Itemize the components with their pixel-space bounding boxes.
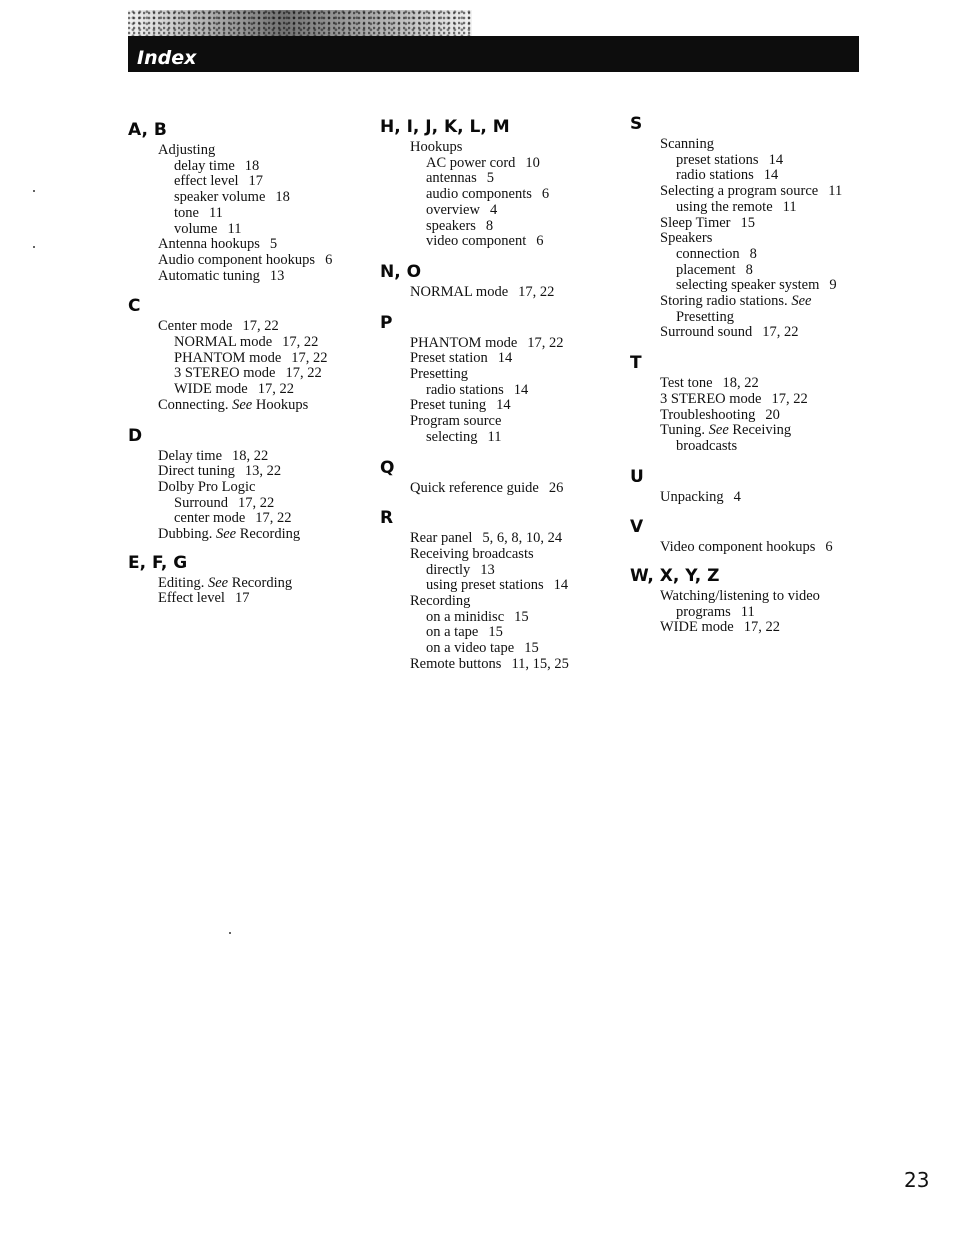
- index-entry: [380, 140, 620, 156]
- entry-term: radio stations: [426, 381, 504, 398]
- entry-term: speaker volume: [174, 189, 266, 206]
- page-reference: 11: [227, 220, 242, 237]
- index-subentry: [380, 563, 620, 579]
- entry-term: Scanning: [660, 136, 714, 152]
- entry-term: Recording: [410, 593, 471, 610]
- entry-term: Watching/listening to video: [660, 588, 820, 605]
- page-reference: 9: [829, 277, 837, 294]
- index-subentry: [380, 625, 620, 641]
- index-subentry: [128, 382, 368, 398]
- page-reference: 17, 22: [285, 365, 322, 382]
- page-reference: 11: [487, 428, 502, 445]
- index-subentry: [128, 206, 368, 222]
- section-heading: S: [630, 114, 643, 134]
- page-reference: 6: [541, 186, 550, 203]
- page-reference: 17, 22: [242, 318, 279, 335]
- entry-term: connection: [676, 245, 740, 262]
- entry-term: Delay time: [158, 447, 223, 464]
- page-reference: 4: [489, 201, 498, 218]
- section-heading: T: [630, 353, 642, 374]
- index-subentry: [630, 263, 870, 279]
- page-reference: 17, 22: [255, 510, 292, 527]
- index-entry: [128, 576, 368, 592]
- entry-term: Presetting: [410, 366, 468, 383]
- entry-term: Troubleshooting: [660, 406, 756, 423]
- entry-term: selecting: [426, 428, 478, 445]
- index-entry: [630, 540, 870, 556]
- page-reference: 17, 22: [291, 349, 328, 366]
- page-reference: 17, 22: [518, 283, 555, 300]
- page-reference: 17, 22: [743, 619, 780, 636]
- entry-term: Audio component hookups: [158, 251, 316, 268]
- page-reference: 14: [496, 397, 511, 414]
- index-entry: [630, 294, 870, 310]
- index-entry: [630, 620, 870, 636]
- index-subentry: [380, 430, 620, 446]
- index-subentry: [630, 310, 870, 326]
- entry-term: Rear panel: [410, 530, 473, 547]
- index-entry: [380, 657, 620, 673]
- entry-term: programs: [676, 603, 731, 620]
- entry-term: Selecting a program source: [660, 183, 819, 200]
- entry-term: Automatic tuning: [158, 267, 260, 284]
- index-entry: [630, 589, 870, 605]
- page-reference: 5, 6, 8, 10, 24: [482, 530, 563, 547]
- index-subentry: [630, 605, 870, 621]
- index-subentry: [128, 159, 368, 175]
- index-entry: [128, 237, 368, 253]
- index-subentry: [128, 222, 368, 238]
- entry-term: WIDE mode: [660, 619, 734, 636]
- index-entry: [630, 392, 870, 408]
- index-entry: [128, 527, 368, 543]
- index-subentry: [128, 351, 368, 367]
- index-subentry: [128, 366, 368, 382]
- page-reference: 17, 22: [771, 390, 808, 407]
- entry-term: Storing radio stations.: [660, 293, 788, 310]
- index-entry: [380, 398, 620, 414]
- page-reference: 4: [733, 488, 741, 505]
- index-entry: [128, 480, 368, 496]
- index-entry: [128, 464, 368, 480]
- index-section: [128, 120, 368, 284]
- entry-term: preset stations: [676, 151, 759, 168]
- entry-term: broadcasts: [676, 437, 738, 454]
- index-entry: [630, 423, 870, 439]
- page-reference: 20: [765, 406, 780, 423]
- index-subentry: [630, 247, 870, 263]
- page-reference: 11: [208, 204, 223, 221]
- entry-term: placement: [676, 261, 736, 278]
- entry-term: Remote buttons: [410, 655, 502, 672]
- entry-term: Presetting: [676, 308, 734, 325]
- index-entry: [380, 285, 620, 301]
- index-section: [630, 566, 870, 636]
- entry-term: Direct tuning: [158, 463, 235, 480]
- index-entry: [128, 143, 368, 159]
- page-reference: 17: [234, 590, 250, 607]
- index-entry: [630, 137, 870, 153]
- entry-term: Dubbing.: [158, 526, 213, 543]
- page-reference: 14: [763, 167, 779, 184]
- page-reference: 18: [244, 157, 260, 174]
- index-subentry: [380, 156, 620, 172]
- see-target: Recording: [239, 526, 301, 543]
- page-reference: 5: [486, 170, 494, 187]
- page-reference: 8: [745, 261, 753, 278]
- page-reference: 14: [553, 577, 569, 594]
- entry-term: Unpacking: [660, 488, 724, 505]
- index-entry: [128, 398, 368, 414]
- see-reference: See: [708, 422, 729, 439]
- index-entry: [630, 376, 870, 392]
- index-subentry: [380, 383, 620, 399]
- index-entry: [380, 481, 620, 497]
- index-section: [630, 114, 870, 341]
- page-reference: 15: [740, 214, 755, 231]
- index-subentry: [630, 168, 870, 184]
- index-entry: [128, 449, 368, 465]
- index-entry: [128, 319, 368, 335]
- index-entry: [380, 367, 620, 383]
- index-subentry: [380, 187, 620, 203]
- index-entry: [630, 490, 870, 506]
- entry-term: center mode: [174, 510, 246, 527]
- entry-term: Antenna hookups: [158, 236, 260, 253]
- entry-term: Center mode: [158, 318, 233, 335]
- index-entry: [380, 594, 620, 610]
- page-reference: 15: [524, 640, 539, 657]
- section-heading: W, X, Y, Z: [630, 566, 720, 587]
- index-subentry: [128, 190, 368, 206]
- page-reference: 13: [480, 561, 495, 578]
- section-heading: R: [380, 508, 394, 529]
- entry-term: Hookups: [410, 139, 463, 155]
- section-heading: A, B: [128, 120, 167, 140]
- entry-term: tone: [174, 204, 199, 221]
- page-reference: 13, 22: [244, 463, 282, 480]
- entry-term: directly: [426, 561, 471, 578]
- index-entry: [380, 414, 620, 430]
- entry-term: overview: [426, 201, 480, 218]
- entry-term: AC power cord: [426, 154, 516, 171]
- entry-term: NORMAL mode: [174, 334, 273, 351]
- index-entry: [630, 325, 870, 341]
- entry-term: WIDE mode: [174, 381, 248, 398]
- index-section: [380, 313, 620, 446]
- page-reference: 15: [514, 608, 529, 625]
- entry-term: PHANTOM mode: [174, 349, 282, 366]
- entry-term: Speakers: [660, 230, 713, 247]
- page-reference: 11, 15, 25: [511, 655, 569, 672]
- index-subentry: [128, 335, 368, 351]
- page-number: 23: [904, 1168, 930, 1192]
- entry-term: Video component hookups: [660, 539, 816, 556]
- entry-term: Editing.: [158, 574, 205, 591]
- section-heading: N, O: [380, 261, 422, 282]
- index-subentry: [128, 496, 368, 512]
- section-heading: C: [128, 296, 141, 317]
- index-entry: [630, 184, 870, 200]
- section-heading: U: [630, 466, 644, 487]
- page-reference: 6: [536, 233, 544, 250]
- index-subentry: [380, 610, 620, 626]
- page-reference: 6: [825, 539, 833, 556]
- page-reference: 8: [749, 245, 757, 262]
- index-section: [128, 553, 368, 607]
- page-reference: 14: [513, 381, 529, 398]
- page-reference: 8: [485, 217, 494, 234]
- entry-term: selecting speaker system: [676, 277, 820, 294]
- entry-term: on a minidisc: [426, 608, 505, 625]
- see-target: Receiving: [732, 422, 792, 439]
- page-reference: 10: [525, 154, 540, 171]
- entry-term: Dolby Pro Logic: [158, 478, 256, 495]
- see-target: Recording: [231, 574, 293, 591]
- header-bar: [128, 36, 859, 72]
- entry-term: Surround: [174, 494, 228, 511]
- index-entry: [128, 269, 368, 285]
- section-heading: H, I, J, K, L, M: [380, 117, 510, 137]
- index-section: [630, 517, 870, 556]
- entry-term: speakers: [426, 217, 476, 234]
- entry-term: Program source: [410, 413, 502, 430]
- index-subentry: [630, 200, 870, 216]
- scan-speck: [229, 932, 231, 934]
- see-target: Hookups: [255, 396, 309, 413]
- entry-term: Tuning.: [660, 422, 706, 439]
- index-section: [630, 353, 870, 455]
- index-subentry: [380, 641, 620, 657]
- index-entry: [380, 547, 620, 563]
- index-section: [380, 458, 620, 497]
- page-reference: 18, 22: [722, 375, 759, 392]
- entry-term: using the remote: [676, 198, 773, 215]
- index-entry: [380, 351, 620, 367]
- entry-term: volume: [174, 220, 218, 237]
- page-reference: 11: [782, 198, 797, 215]
- entry-term: Sleep Timer: [660, 214, 731, 231]
- index-entry: [630, 408, 870, 424]
- entry-term: Effect level: [158, 590, 225, 607]
- index-entry: [630, 231, 870, 247]
- index-section: [128, 296, 368, 413]
- entry-term: Adjusting: [158, 142, 216, 158]
- section-heading: P: [380, 312, 393, 333]
- index-subentry: [380, 219, 620, 235]
- page-reference: 14: [768, 151, 784, 168]
- entry-term: delay time: [174, 157, 235, 174]
- see-reference: See: [216, 526, 237, 543]
- index-column-2: [380, 117, 620, 673]
- entry-term: Preset tuning: [410, 397, 487, 414]
- entry-term: Test tone: [660, 375, 713, 392]
- entry-term: on a video tape: [426, 640, 515, 657]
- page-reference: 5: [269, 236, 278, 253]
- entry-term: on a tape: [426, 624, 479, 641]
- index-subentry: [128, 174, 368, 190]
- page-reference: 6: [325, 251, 333, 268]
- section-heading: V: [630, 517, 644, 538]
- index-entry: [128, 591, 368, 607]
- scan-speck: [33, 246, 35, 248]
- entry-term: Receiving broadcasts: [410, 545, 534, 562]
- index-section: [128, 426, 368, 543]
- index-section: [630, 467, 870, 506]
- entry-term: effect level: [174, 173, 239, 190]
- page-reference: 17, 22: [762, 324, 799, 341]
- entry-term: Preset station: [410, 350, 488, 367]
- index-subentry: [630, 278, 870, 294]
- page-reference: 26: [548, 479, 564, 496]
- index-section: [380, 262, 620, 301]
- entry-term: 3 STEREO mode: [660, 390, 762, 407]
- entry-term: Quick reference guide: [410, 479, 539, 496]
- index-section: [380, 508, 620, 672]
- index-entry: [380, 336, 620, 352]
- page-reference: 13: [269, 267, 285, 284]
- index-subentry: [630, 153, 870, 169]
- entry-term: 3 STEREO mode: [174, 365, 276, 382]
- entry-term: using preset stations: [426, 577, 544, 594]
- page-reference: 11: [740, 603, 755, 620]
- scan-speck: [33, 190, 35, 192]
- entry-term: audio components: [426, 186, 532, 203]
- page-reference: 17, 22: [282, 334, 319, 351]
- page-reference: 18: [275, 189, 290, 206]
- index-column-3: [630, 114, 870, 636]
- page-reference: 11: [828, 183, 843, 200]
- page-reference: 18, 22: [232, 447, 269, 464]
- entry-term: NORMAL mode: [410, 283, 509, 300]
- index-column-1: [128, 120, 368, 607]
- see-reference: See: [232, 396, 253, 413]
- page-reference: 14: [497, 350, 513, 367]
- page-reference: 17: [248, 173, 264, 190]
- entry-term: video component: [426, 233, 527, 250]
- see-reference: See: [791, 293, 812, 310]
- see-reference: See: [207, 574, 229, 591]
- page-reference: 17, 22: [237, 494, 275, 511]
- index-entry: [128, 253, 368, 269]
- section-heading: D: [128, 425, 143, 446]
- page-reference: 17, 22: [257, 381, 294, 398]
- index-subentry: [380, 234, 620, 250]
- index-subentry: [630, 439, 870, 455]
- index-subentry: [380, 203, 620, 219]
- section-heading: E, F, G: [128, 552, 188, 573]
- entry-term: PHANTOM mode: [410, 334, 518, 351]
- index-subentry: [380, 578, 620, 594]
- index-section: [380, 117, 620, 250]
- entry-term: antennas: [426, 170, 477, 187]
- entry-term: radio stations: [676, 167, 754, 184]
- page-reference: 17, 22: [527, 334, 564, 351]
- section-heading: Q: [380, 457, 395, 478]
- index-entry: [630, 216, 870, 232]
- page-reference: 15: [488, 624, 503, 641]
- index-entry: [380, 531, 620, 547]
- index-subentry: [128, 511, 368, 527]
- entry-term: Surround sound: [660, 324, 753, 341]
- index-subentry: [380, 171, 620, 187]
- entry-term: Connecting.: [158, 396, 229, 413]
- page-title: Index: [137, 47, 197, 69]
